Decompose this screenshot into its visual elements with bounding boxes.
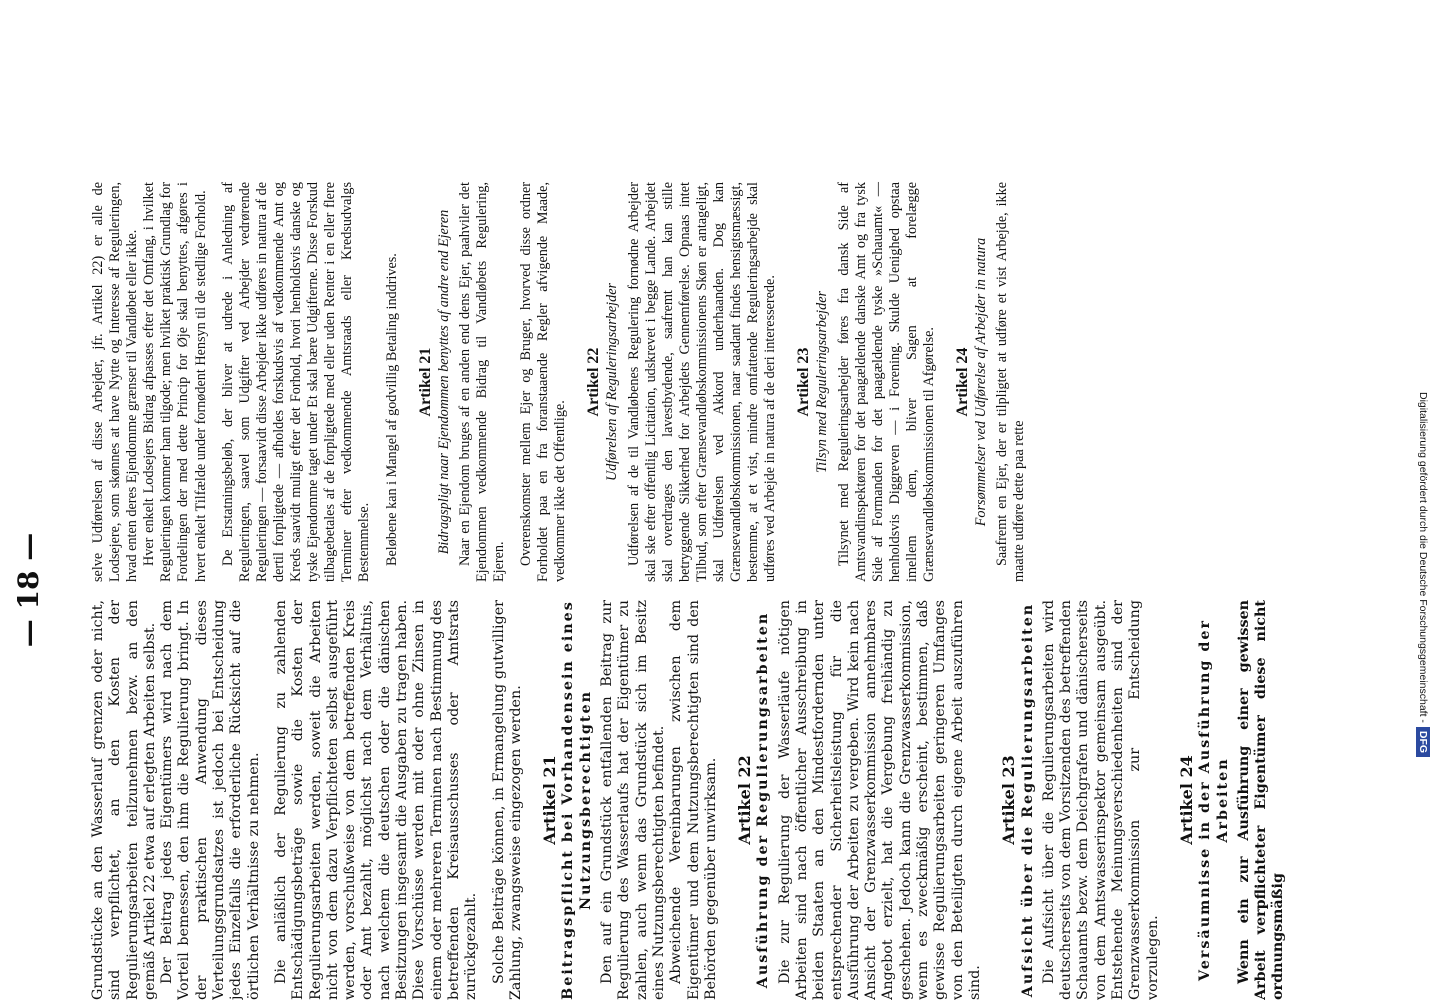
paragraph: Beløbene kan i Mangel af godvillig Betaling inddrives. xyxy=(383,253,400,566)
paragraph: Overenskomster mellem Ejer og Bruger, hvorved disse ordner Forholdet paa en fra foranstaaende Regler afvigende Maade, vedkommer ikke det Offentlige. xyxy=(518,182,569,582)
article-subheading: Beitragspflicht bei Vorhandensein eines Nutzungsberechtigten xyxy=(560,600,594,1000)
paragraph: Udførelsen af de til Vandløbenes Regulering fornødne Arbejder skal ske efter offentlig Licitation, udskrevet i begge Lande. Arbejdet skal overdrages den lavestbydende, saafremt han kan stille betryggende Sikkerhed for Arbejdets Gennemførelse. Opnaas intet Tilbud, som efter Grænsevandløbskommissionens Skøn er antageligt, skal Udførelsen ved Akkord underhaanden. Dog kan Grænsevandløbskommissionen, naar saadant findes hensigtsmæssigt, bestemme, at et vist, mindre omfattende Reguleringsarbejde skal udføres ved Arbejde in natura af de deri interesserede. xyxy=(625,182,779,582)
article-subheading: Forsømmelser ved Udførelse af Arbejder in natura xyxy=(973,237,990,527)
credit-text: Digitalisierung gefördert durch die Deutsche Forschungsgemeinschaft - xyxy=(1417,392,1429,723)
paragraph: Abweichende Vereinbarungen zwischen dem Eigentümer und dem Nutzungsberechtigten sind den Behörden gegenüber unwirksam. xyxy=(668,600,719,1000)
german-column xyxy=(90,600,1287,1000)
paragraph: Naar en Ejendom bruges af en anden end dens Ejer, paahviler det Ejendommen vedkommende Bidrag til Vandløbets Regulering, Ejeren. xyxy=(456,182,507,582)
article-heading: Artikel 24 xyxy=(1176,755,1196,845)
rotated-document-page xyxy=(12,180,1287,1000)
paragraph: Die anläßlich der Regulierung zu zahlenden Entschädigungsbeträge sowie die Kosten der Regulierungsarbeiten werden, soweit die Arbeiten nicht von dem dazu Verpflichteten selbst ausgeführt werden, vorschußweise von dem betreffenden Kreis oder Amt bezahlt, möglichst nach dem Verhältnis, nach welchem die deutschen oder die dänischen Besitzungen insgesamt die Ausgaben zu tragen haben. Diese Vorschüsse werden mit oder ohne Zinsen in einem oder mehreren Terminen nach Bestimmung des betreffenden Kreisausschusses oder Amtsrats zurückgezahlt. xyxy=(272,600,480,1000)
paragraph: Solche Beiträge können, in Ermangelung gutwilliger Zahlung, zwangsweise eingezogen werden. xyxy=(490,600,524,1000)
paragraph: Der Beitrag jedes Eigentümers wird nach dem Vorteil bemessen, den ihm die Regulierung bringt. In der praktischen Anwendung dieses Verteilungsgrundsatzes ist jedoch bei Entscheidung jedes Einzelfalls die erforderliche Rücksicht auf die örtlichen Verhältnisse zu nehmen. xyxy=(159,600,262,1000)
article-subheading: Ausführung der Regulierungsarbeiten xyxy=(755,611,772,989)
paragraph: Grundstücke an den Wasserlauf grenzen oder nicht, sind verpflichtet, an den Kosten der Regulierungsarbeiten teilzunehmen bezw. an den gemäß Artikel 22 etwa auf erlegten Arbeiten selbst. xyxy=(90,600,158,1000)
article-heading: Artikel 23 xyxy=(999,755,1019,845)
article-heading: Artikel 24 xyxy=(954,347,972,417)
page-number: — 18 — xyxy=(12,532,45,648)
paragraph: Wenn ein zur Ausführung einer gewissen Arbeit verpflichteter Eigentümer diese nicht ordnungsmäßig xyxy=(1235,600,1287,1000)
danish-column xyxy=(90,182,1028,582)
article-heading: Artikel 21 xyxy=(540,755,560,845)
paragraph: Tilsynet med Reguleringsarbejder føres fra dansk Side af Amtsvandinspektøren for det paagældende danske Amt og fra tysk Side af Formanden for det paagældende tyske »Schauamt« — henholdsvis Diggreven — i Forening. Skulde Uenighed opstaa imellem dem, bliver Sagen at forelægge Grænsevandløbskommissionen til Afgørelse. xyxy=(835,182,938,582)
article-subheading: Tilsyn med Reguleringsarbejder xyxy=(814,290,831,474)
article-heading: Artikel 22 xyxy=(585,347,603,417)
article-heading: Artikel 21 xyxy=(416,347,434,417)
paragraph: Die Aufsicht über die Regulierungsarbeiten wird deutscherseits von dem Vorsitzenden des betreffenden Schauamts bezw. dem Deichgrafen und dänischerseits von dem Amtswasserinspektor gemeinsam ausgeübt. Entstehende Meinungsverschiedenheiten sind der Grenzwasserkommission zur Entscheidung vorzulegen. xyxy=(1040,600,1161,1000)
credit-line xyxy=(1416,392,1430,757)
article-heading: Artikel 23 xyxy=(795,347,813,417)
paragraph: Die zur Regulierung der Wasserläufe nötigen Arbeiten sind nach öffentlicher Ausschreibung in beiden Staaten an den Mindestfordernden unter entsprechender Sicherheitsleistung für die Ausführung der Arbeiten zu vergeben. Wird kein nach Ansicht der Grenzwasserkommission annehmbares Angebot erzielt, hat die Vergebung freihändig zu geschehen. Jedoch kann die Grenzwasserkommission, wenn es zweckmäßig erscheint, bestimmen, daß gewisse Regulierungsarbeiten geringeren Umfanges von den Beteiligten durch eigene Arbeit auszuführen sind. xyxy=(776,600,983,1000)
digitization-credit xyxy=(1410,0,1434,1000)
paragraph: Den auf ein Grundstück entfallenden Beitrag zur Regulierung des Wasserlaufs hat der Eigentümer zu zahlen, auch wenn das Grundstück sich im Besitz eines Nutzungsberechtigten befindet. xyxy=(599,600,667,1000)
paragraph: selve Udførelsen af disse Arbejder, jfr. Artikel 22) er alle de Lodsejere, som skønnes at have Nytte og Interesse af Reguleringen, hvad enten deres Ejendomme grænser til Vandløbet eller ikke. xyxy=(90,182,141,582)
dfg-logo: DFG xyxy=(1416,727,1430,757)
paragraph: De Erstatningsbeløb, der bliver at udrede i Anledning af Reguleringen, saavel som Udgifter ved Arbejder vedrørende Reguleringen — forsaavidt disse Arbejder ikke udføres in natura af de dertil forpligtede — afholdes forskudsvis af vedkommende Amt og Kreds saavidt muligt efter det Forhold, hvori henholdsvis danske og tyske Ejendomme taget under Et skal bære Udgifterne. Disse Forskud tilbagebetales af de forpligtede med eller uden Renter i en eller flere Terminer efter vedkommende Amtsraads eller Kredsudvalgs Bestemmelse. xyxy=(219,182,373,582)
article-subheading: Aufsicht über die Regulierungsarbeiten xyxy=(1019,602,1036,998)
article-subheading: Versäumnisse in der Ausführung der Arbeiten xyxy=(1197,618,1231,982)
paragraph: Saafremt en Ejer, der er tilpligtet at udføre et vist Arbejde, ikke maatte udføre dette paa rette xyxy=(994,182,1028,582)
paragraph: Hver enkelt Lodsejers Bidrag afpasses efter det Omfang, i hvilket Reguleringen kommer ham tilgode; men hvilket praktisk Grundlag for Fordelingen der med dette Princip for Øje skal benyttes, afgøres i hvert enkelt Tilfælde under fornødent Hensyn til de stedlige Forhold. xyxy=(141,182,209,582)
article-subheading: Udførelsen af Reguleringsarbejder xyxy=(604,282,621,482)
article-subheading: Bidragspligt naar Ejendommen benyttes af andre end Ejeren xyxy=(435,209,452,555)
article-heading: Artikel 22 xyxy=(735,755,755,845)
